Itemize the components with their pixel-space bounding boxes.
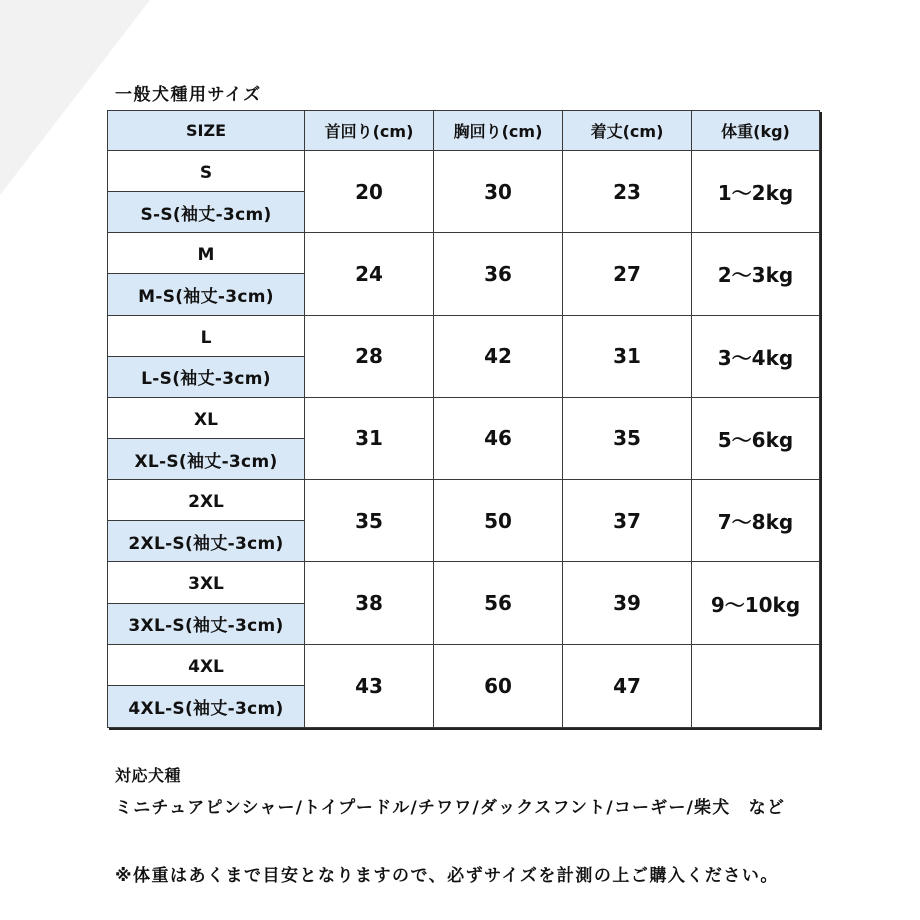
neck-value: 28 (305, 316, 434, 398)
sub-size-label: L-S(袖丈-3cm) (108, 357, 305, 398)
sub-size-label: XL-S(袖丈-3cm) (108, 439, 305, 480)
chest-value: 36 (434, 233, 563, 315)
neck-value: 20 (305, 151, 434, 233)
length-value: 31 (563, 316, 692, 398)
weight-value: 5〜6kg (692, 398, 819, 480)
size-label: M (108, 233, 305, 274)
page-title: 一般犬種用サイズ (115, 85, 262, 105)
sub-size-label: M-S(袖丈-3cm) (108, 274, 305, 315)
length-value: 27 (563, 233, 692, 315)
weight-value: 1〜2kg (692, 151, 819, 233)
sub-size-label: 3XL-S(袖丈-3cm) (108, 604, 305, 645)
length-value: 35 (563, 398, 692, 480)
chest-value: 56 (434, 562, 563, 644)
neck-value: 31 (305, 398, 434, 480)
length-value: 47 (563, 645, 692, 727)
chest-value: 50 (434, 480, 563, 562)
size-label: L (108, 316, 305, 357)
length-value: 39 (563, 562, 692, 644)
size-label: XL (108, 398, 305, 439)
compatible-breeds-list: ミニチュアピンシャー/トイプードル/チワワ/ダックスフント/コーギー/柴犬 など (115, 798, 786, 818)
weight-value: 3〜4kg (692, 316, 819, 398)
sub-size-label: S-S(袖丈-3cm) (108, 192, 305, 233)
neck-value: 35 (305, 480, 434, 562)
weight-value: 2〜3kg (692, 233, 819, 315)
length-value: 37 (563, 480, 692, 562)
size-label: 4XL (108, 645, 305, 686)
weight-value: 7〜8kg (692, 480, 819, 562)
sub-size-label: 2XL-S(袖丈-3cm) (108, 521, 305, 562)
size-label: 3XL (108, 562, 305, 603)
chest-value: 60 (434, 645, 563, 727)
compatible-breeds-heading: 対応犬種 (115, 766, 182, 785)
weight-value: 9〜10kg (692, 562, 819, 644)
header-cell-length: 着丈(cm) (563, 111, 692, 151)
neck-value: 24 (305, 233, 434, 315)
header-cell-neck: 首回り(cm) (305, 111, 434, 151)
chest-value: 42 (434, 316, 563, 398)
weight-note: ※体重はあくまで目安となりますので、必ずサイズを計測の上ご購入ください。 (115, 866, 779, 886)
size-table (107, 110, 820, 728)
header-cell-weight: 体重(kg) (692, 111, 819, 151)
size-label: 2XL (108, 480, 305, 521)
neck-value: 43 (305, 645, 434, 727)
chest-value: 30 (434, 151, 563, 233)
chest-value: 46 (434, 398, 563, 480)
header-cell-size: SIZE (108, 111, 305, 151)
header-cell-chest: 胸回り(cm) (434, 111, 563, 151)
weight-value (692, 645, 819, 727)
length-value: 23 (563, 151, 692, 233)
size-label: S (108, 151, 305, 192)
sub-size-label: 4XL-S(袖丈-3cm) (108, 686, 305, 727)
neck-value: 38 (305, 562, 434, 644)
